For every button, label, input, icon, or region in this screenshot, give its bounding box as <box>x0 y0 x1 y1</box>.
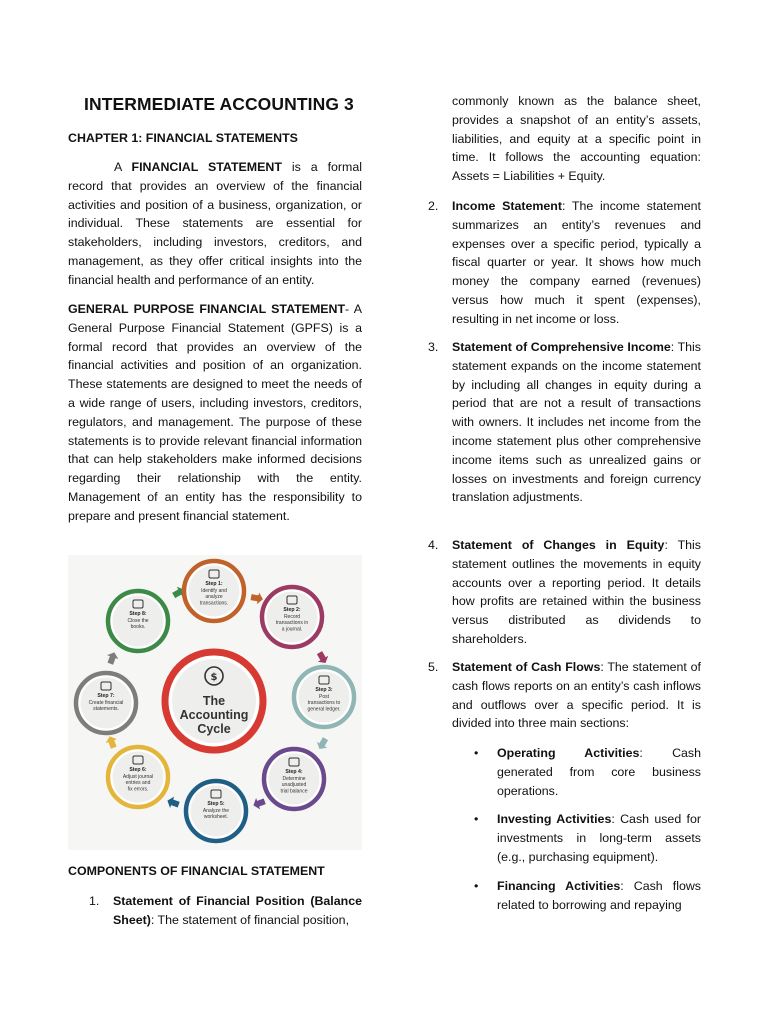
section-term: Operating Activities <box>497 746 640 760</box>
step-text-line: Record <box>283 614 301 620</box>
document-title: INTERMEDIATE ACCOUNTING 3 <box>84 94 354 114</box>
component-text: commonly known as the balance sheet, provides a snapshot of an entity’s assets, liabilities, and equity at a specific point in time. It follows the accounting equation: Assets = Liabilities + Equity. <box>452 94 701 184</box>
step-text-line: transactions. <box>199 600 229 607</box>
step-text-line: transactions to <box>307 700 341 707</box>
cash-flow-section-investing <box>474 810 701 866</box>
list-number: 3. <box>428 340 439 354</box>
step-text-line: trial balance <box>280 788 308 795</box>
step-text-line: books. <box>130 624 146 631</box>
component-term: Income Statement <box>452 199 562 213</box>
section-term: Financing Activities <box>497 879 621 893</box>
component-item-4 <box>428 536 701 649</box>
step-label: Step 6: <box>129 767 147 773</box>
intro-paragraph <box>68 158 362 290</box>
intro-text: is a formal record that provides an overview of the financial activities and position of a business, organization, or individual. These statements are essential for stakeholders, including investors, creditors, and management, as they offer critical insights into the financial health and performance of an entity. <box>68 160 363 287</box>
list-number: 1. <box>89 894 100 908</box>
step-text-line: Identify and <box>201 588 227 594</box>
step-label: Step 3: <box>315 687 333 693</box>
component-term: Statement of Cash Flows <box>452 660 601 674</box>
step-text-line: analyze <box>205 594 223 601</box>
gpfs-paragraph <box>68 300 362 526</box>
cycle-step-1 <box>184 561 244 621</box>
list-number: 2. <box>428 199 439 213</box>
step-label: Step 8: <box>129 611 147 617</box>
component-text: : The statement of cash flows reports on an entity’s cash inflows and outflows over a specific period. It is divided into three main sections: <box>452 660 701 731</box>
cycle-step-6 <box>108 747 168 807</box>
cycle-step-3 <box>294 667 354 727</box>
bullet: • <box>474 812 479 826</box>
step-text-line: general ledger. <box>307 706 341 713</box>
dollar-glyph-icon: $ <box>210 672 218 683</box>
bullet: • <box>474 746 479 760</box>
cash-flow-section-financing <box>474 877 701 915</box>
step-text-line: Analyze the <box>202 808 230 814</box>
cycle-step-7 <box>76 673 136 733</box>
section-text: : Cash used for investments in long-term assets (e.g., purchasing equipment). <box>497 812 701 864</box>
intro-lead: A <box>114 160 132 174</box>
section-text: : Cash generated from core business operations. <box>497 746 701 798</box>
step-label: Step 5: <box>207 801 225 807</box>
component-term: Statement of Financial Position (Balance Sheet) <box>113 894 362 927</box>
component-item-3 <box>428 338 701 507</box>
step-text-line: entries and <box>125 780 151 787</box>
cycle-step-4 <box>264 749 324 809</box>
cycle-center <box>165 652 263 750</box>
gpfs-text: - A General Purpose Financial Statement (GPFS) is a formal record that provides an overview of the financial activities and position of an organization. These statements are designed to meet the needs of a wide range of users, including investors, creditors, regulators, and management. The purpose of these statements is to provide relevant financial information that can help stakeholders make informed decisions regarding their relationship with the entity. Management of an entity has the responsibility to prepare and present financial statement. <box>68 302 362 523</box>
step-text-line: unadjusted <box>281 782 307 789</box>
component-text: : This statement expands on the income statement by including all changes in equity during a period that are not a result of transactions with owners. It includes net income from the income statement plus other comprehensive income items such as unrealized gains or losses on investments and foreign currency translation adjustments. <box>452 340 701 505</box>
cycle-step-8 <box>108 591 168 651</box>
component-text: : The statement of financial position, <box>150 912 350 927</box>
cash-flow-section-operating <box>474 744 701 800</box>
component-item-5 <box>428 658 701 733</box>
component-item-1-continued <box>452 92 701 186</box>
components-heading: COMPONENTS OF FINANCIAL STATEMENT <box>68 864 325 878</box>
accounting-cycle-diagram <box>68 555 362 850</box>
component-term: Statement of Comprehensive Income <box>452 340 671 354</box>
cycle-step-2 <box>262 587 322 647</box>
component-item-2 <box>428 197 701 329</box>
step-text-line: Close the <box>127 618 149 624</box>
cycle-step-5 <box>186 781 246 841</box>
component-term: Statement of Changes in Equity <box>452 538 665 552</box>
step-text-line: Determine <box>282 776 306 782</box>
step-label: Step 2: <box>283 607 301 613</box>
list-number: 5. <box>428 660 439 674</box>
component-text: : This statement outlines the movements in equity accounts over a reporting period. It details how profits are retained within the business versus distributed as dividends to shareholders. <box>452 538 701 646</box>
center-line-3: Cycle <box>197 722 231 736</box>
step-text-line: worksheet. <box>203 814 229 821</box>
step-text-line: Adjust journal <box>122 774 154 780</box>
center-line-2: Accounting <box>179 708 249 722</box>
step-text-line: a journal. <box>281 626 303 633</box>
step-text-line: transactions in <box>275 620 309 627</box>
step-label: Step 1: <box>205 581 223 587</box>
section-term: Investing Activities <box>497 812 612 826</box>
accounting-cycle-svg <box>68 555 362 850</box>
chapter-heading: CHAPTER 1: FINANCIAL STATEMENTS <box>68 131 298 145</box>
step-label: Step 7: <box>97 693 115 699</box>
list-number: 4. <box>428 538 439 552</box>
section-text: : Cash flows related to borrowing and repaying <box>497 879 701 912</box>
step-text-line: statements. <box>93 706 119 713</box>
step-text-line: Post <box>318 694 330 700</box>
bullet: • <box>474 879 479 893</box>
step-text-line: fix errors. <box>127 786 149 793</box>
center-line-1: The <box>202 694 226 708</box>
step-text-line: Create financial <box>88 700 124 706</box>
intro-term: FINANCIAL STATEMENT <box>131 160 282 174</box>
component-text: : The income statement summarizes an entity’s revenues and expenses over a specific period, typically a fiscal quarter or year. It shows how much money the company earned (revenues) versus how much it spent (expenses), resulting in net income or loss. <box>452 199 701 326</box>
component-item-1 <box>89 892 362 930</box>
step-label: Step 4: <box>285 769 303 775</box>
gpfs-term: GENERAL PURPOSE FINANCIAL STATEMENT <box>68 302 346 316</box>
